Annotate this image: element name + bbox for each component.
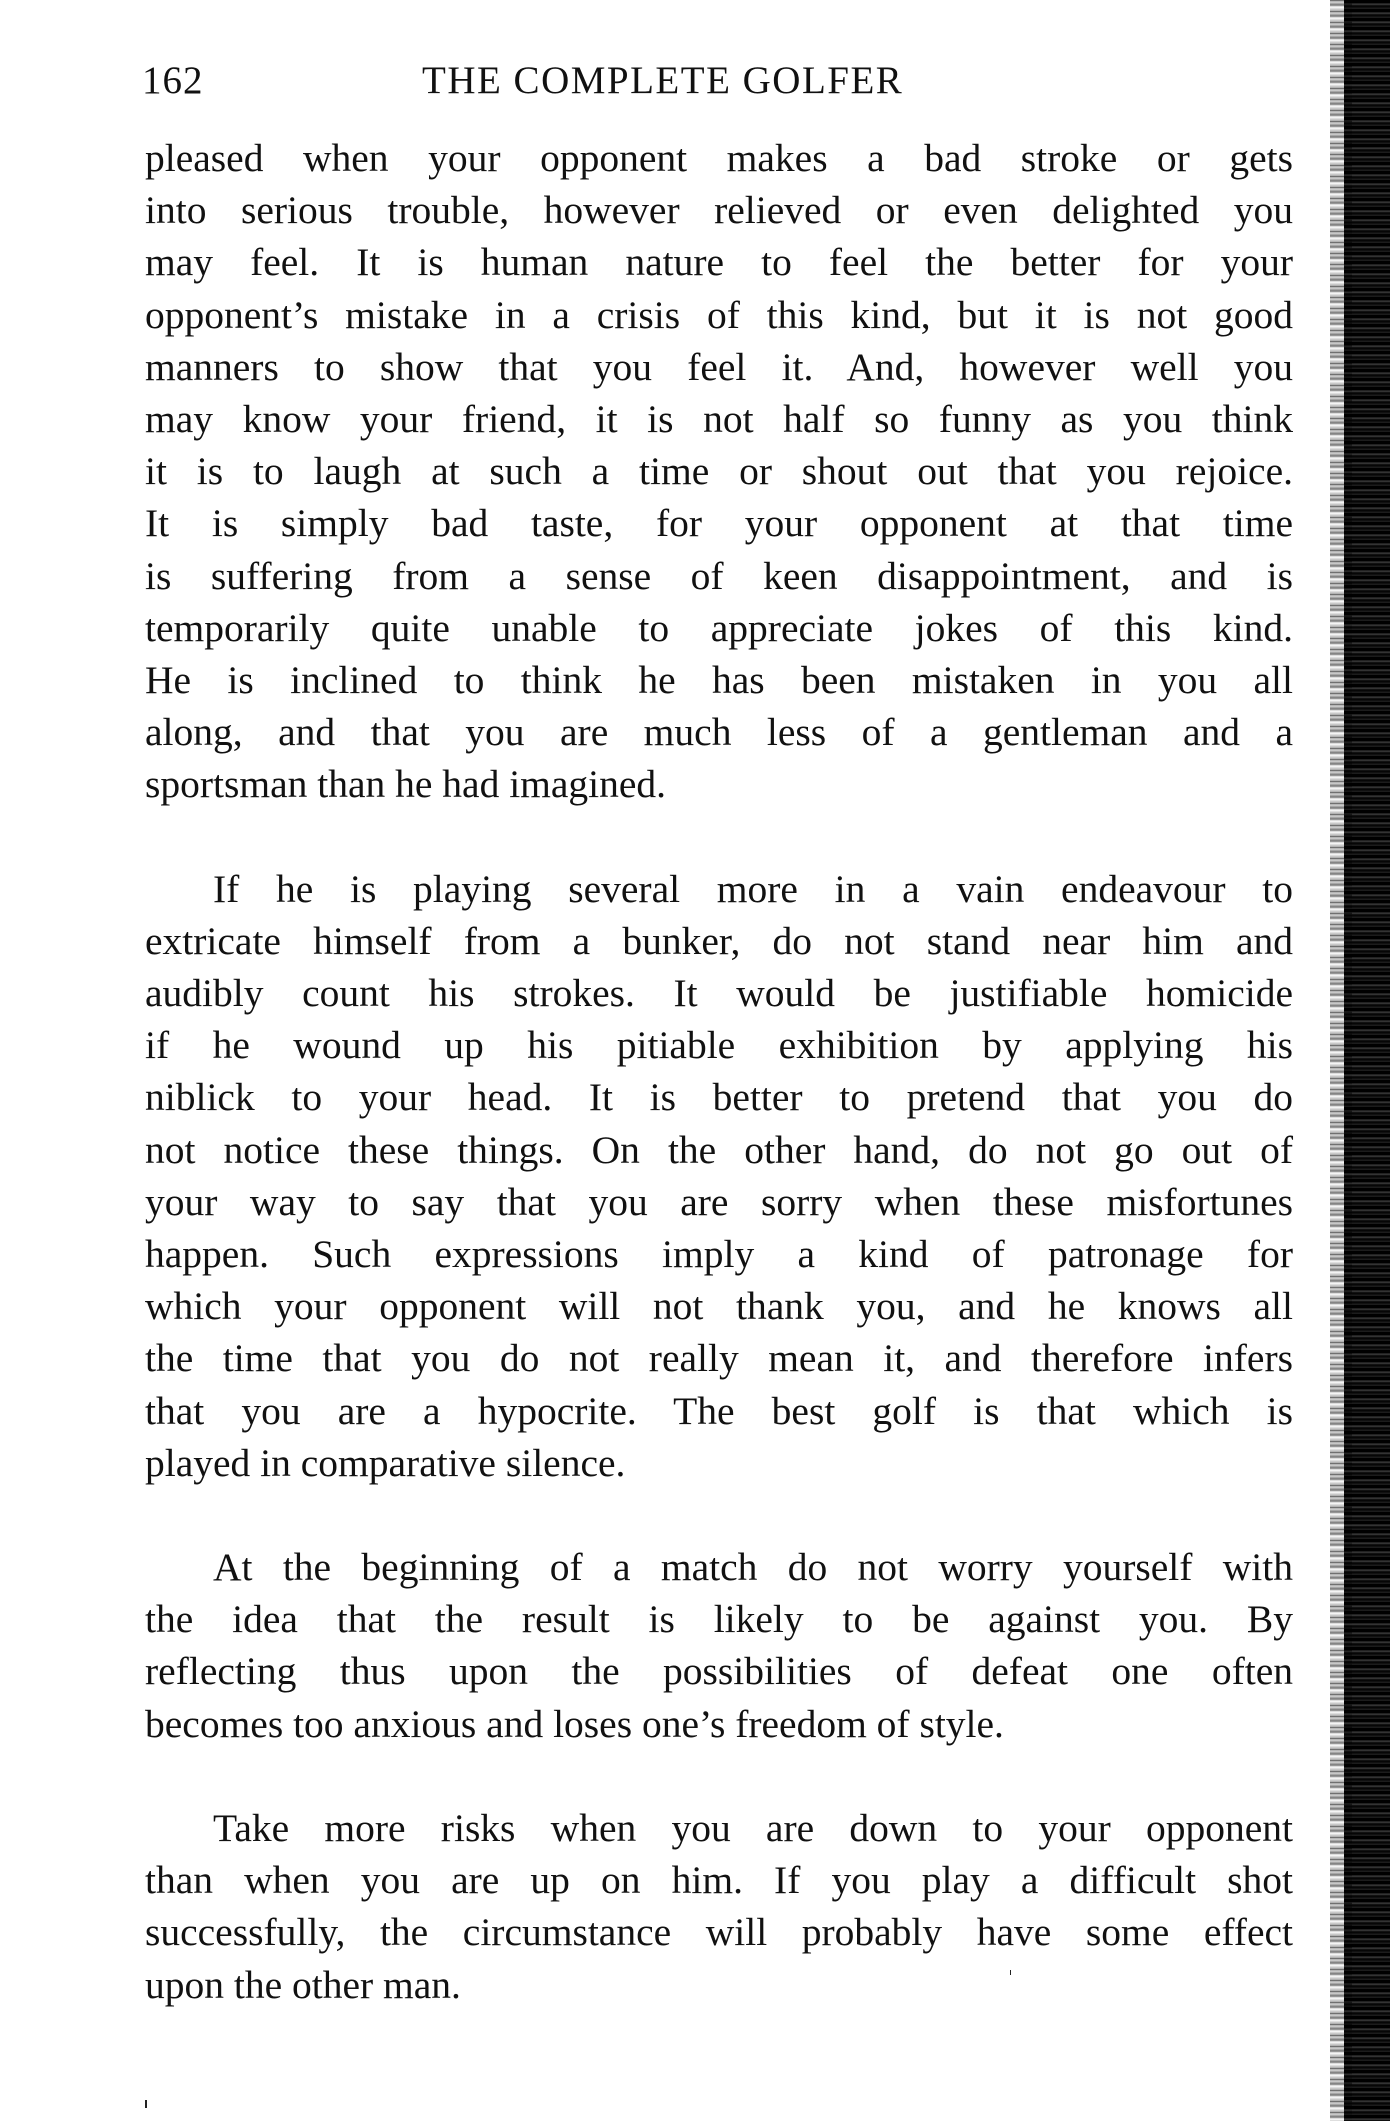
text-line: Take more risks when you are down to your opponent — [213, 1805, 1293, 1850]
text-line: reflecting thus upon the possibilities of defeat one often — [145, 1649, 1293, 1694]
text-line: opponent’s mistake in a crisis of this kind, but it is not good — [145, 292, 1293, 337]
text-line: It is simply bad taste, for your opponent at that time — [145, 501, 1293, 546]
body-text — [145, 132, 1293, 2011]
text-line: audibly count his strokes. It would be justifiable homicide — [145, 971, 1293, 1016]
paragraph — [145, 132, 1293, 811]
text-line: is suffering from a sense of keen disappointment, and is — [145, 553, 1293, 598]
paragraph — [145, 863, 1293, 1489]
text-line: along, and that you are much less of a gentleman and a — [145, 710, 1293, 755]
paragraph-gap — [145, 1750, 1293, 1802]
text-line: it is to laugh at such a time or shout out that you rejoice. — [145, 449, 1293, 494]
text-line: sportsman than he had imagined. — [145, 762, 667, 807]
text-line: if he wound up his pitiable exhibition by applying his — [145, 1023, 1293, 1068]
scan-speck — [145, 2100, 147, 2108]
text-line: the time that you do not really mean it, and therefore infers — [145, 1336, 1293, 1381]
text-line: happen. Such expressions imply a kind of patronage for — [145, 1232, 1293, 1277]
text-line: into serious trouble, however relieved or even delighted you — [145, 188, 1293, 233]
text-line: may feel. It is human nature to feel the better for your — [145, 240, 1293, 285]
text-line: If he is playing several more in a vain endeavour to — [213, 866, 1293, 911]
text-line: upon the other man. — [145, 1962, 461, 2007]
paragraph — [145, 1802, 1293, 2011]
text-line: successfully, the circumstance will probably have some effect — [145, 1910, 1293, 1955]
text-line: temporarily quite unable to appreciate jokes of this kind. — [145, 605, 1293, 650]
text-line: pleased when your opponent makes a bad stroke or gets — [145, 136, 1293, 180]
scan-speck — [1010, 1970, 1011, 1975]
text-line: may know your friend, it is not half so funny as you think — [145, 397, 1293, 442]
paragraph-gap — [145, 1489, 1293, 1541]
running-title: THE COMPLETE GOLFER — [422, 59, 904, 102]
text-line: extricate himself from a bunker, do not stand near him and — [145, 918, 1293, 963]
text-line: your way to say that you are sorry when these misfortunes — [145, 1179, 1293, 1224]
paragraph — [145, 1541, 1293, 1750]
text-line: than when you are up on him. If you play a difficult shot — [145, 1858, 1293, 1903]
running-head — [142, 52, 1292, 112]
page-number: 162 — [142, 59, 204, 102]
text-line: niblick to your head. It is better to pretend that you do — [145, 1075, 1293, 1120]
text-line: not notice these things. On the other hand, do not go out of — [145, 1127, 1293, 1172]
text-line: that you are a hypocrite. The best golf is that which is — [145, 1388, 1293, 1433]
text-line: becomes too anxious and loses one’s freedom of style. — [145, 1701, 1004, 1746]
text-line: the idea that the result is likely to be against you. By — [145, 1597, 1293, 1642]
text-line: At the beginning of a match do not worry yourself with — [213, 1545, 1293, 1590]
text-line: He is inclined to think he has been mistaken in you all — [145, 658, 1293, 703]
text-line: manners to show that you feel it. And, however well you — [145, 344, 1293, 389]
paragraph-gap — [145, 811, 1293, 863]
text-line: which your opponent will not thank you, and he knows all — [145, 1284, 1293, 1329]
scanned-page-edge — [1344, 0, 1390, 2121]
text-line: played in comparative silence. — [145, 1440, 626, 1485]
